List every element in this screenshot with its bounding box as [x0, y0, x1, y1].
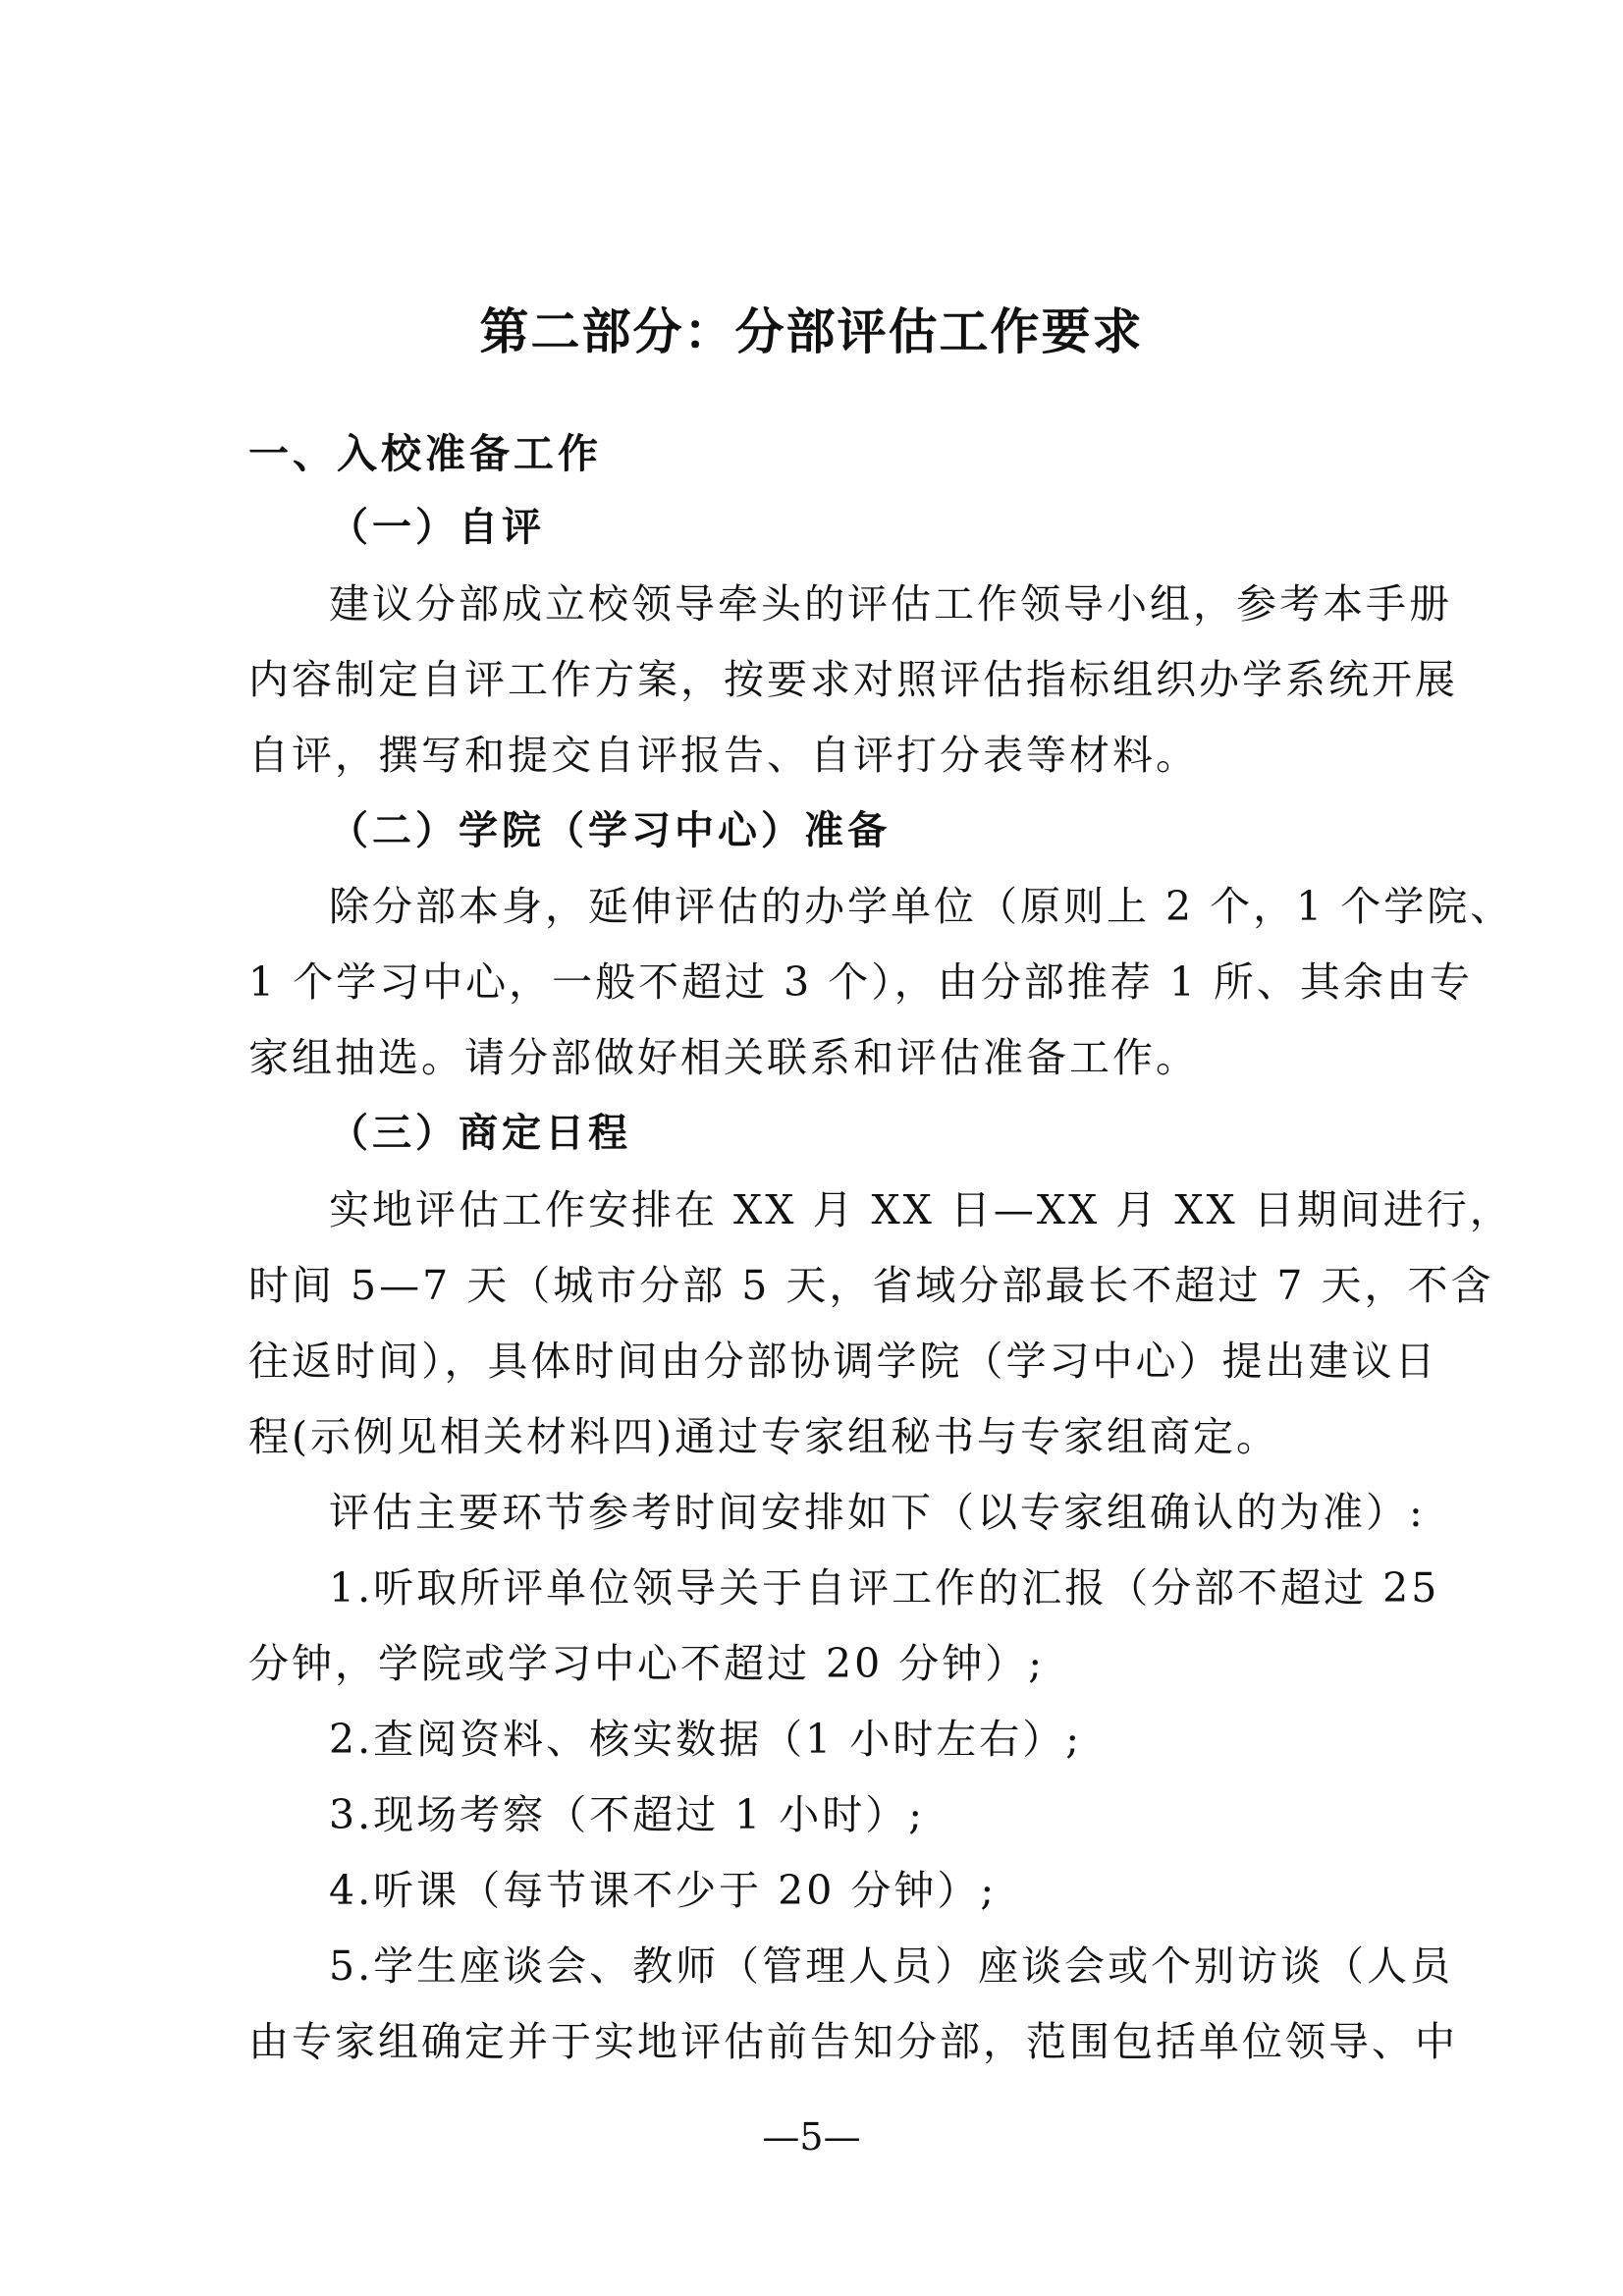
- paragraph-line: 时间 5—7 天（城市分部 5 天，省域分部最长不超过 7 天，不含: [248, 1262, 1494, 1309]
- subsection-heading: （二）学院（学习中心）准备: [329, 808, 891, 853]
- paragraph-line: 家组抽选。请分部做好相关联系和评估准备工作。: [248, 1034, 1199, 1081]
- page-number: —5—: [762, 2115, 861, 2159]
- paragraph-line: 实地评估工作安排在 XX 月 XX 日—XX 月 XX 日期间进行，: [329, 1186, 1513, 1233]
- paragraph-line: 建议分部成立校领导牵头的评估工作领导小组，参考本手册: [329, 580, 1452, 628]
- subsection-heading: （一）自评: [329, 505, 545, 550]
- paragraph-line: 除分部本身，延伸评估的办学单位（原则上 2 个，1 个学院、: [329, 883, 1514, 930]
- paragraph-line: 程(示例见相关材料四)通过专家组秘书与专家组商定。: [248, 1413, 1279, 1460]
- paragraph-line: 1 个学习中心，一般不超过 3 个），由分部推荐 1 所、其余由专: [248, 958, 1473, 1006]
- list-item: 5.学生座谈会、教师（管理人员）座谈会或个别访谈（人员: [329, 1942, 1454, 1990]
- list-item: 4.听课（每节课不少于 20 分钟）;: [329, 1867, 998, 1914]
- section-heading: 一、入校准备工作: [248, 430, 602, 477]
- page-title: 第二部分：分部评估工作要求: [479, 302, 1144, 360]
- list-item: 1.听取所评单位领导关于自评工作的汇报（分部不超过 25: [329, 1564, 1440, 1612]
- subsection-heading: （三）商定日程: [329, 1111, 631, 1156]
- list-item: 分钟，学院或学习中心不超过 20 分钟）;: [248, 1640, 1046, 1687]
- paragraph-line: 评估主要环节参考时间安排如下（以专家组确认的为准）:: [329, 1489, 1426, 1536]
- list-item: 由专家组确定并于实地评估前告知分部，范围包括单位领导、中: [248, 2018, 1458, 2065]
- list-item: 3.现场考察（不超过 1 小时）;: [329, 1791, 926, 1838]
- paragraph-line: 内容制定自评工作方案，按要求对照评估指标组织办学系统开展: [248, 656, 1458, 703]
- list-item: 2.查阅资料、核实数据（1 小时左右）;: [329, 1716, 1083, 1763]
- paragraph-line: 自评，撰写和提交自评报告、自评打分表等材料。: [248, 732, 1199, 779]
- paragraph-line: 往返时间），具体时间由分部协调学院（学习中心）提出建议日: [248, 1338, 1438, 1385]
